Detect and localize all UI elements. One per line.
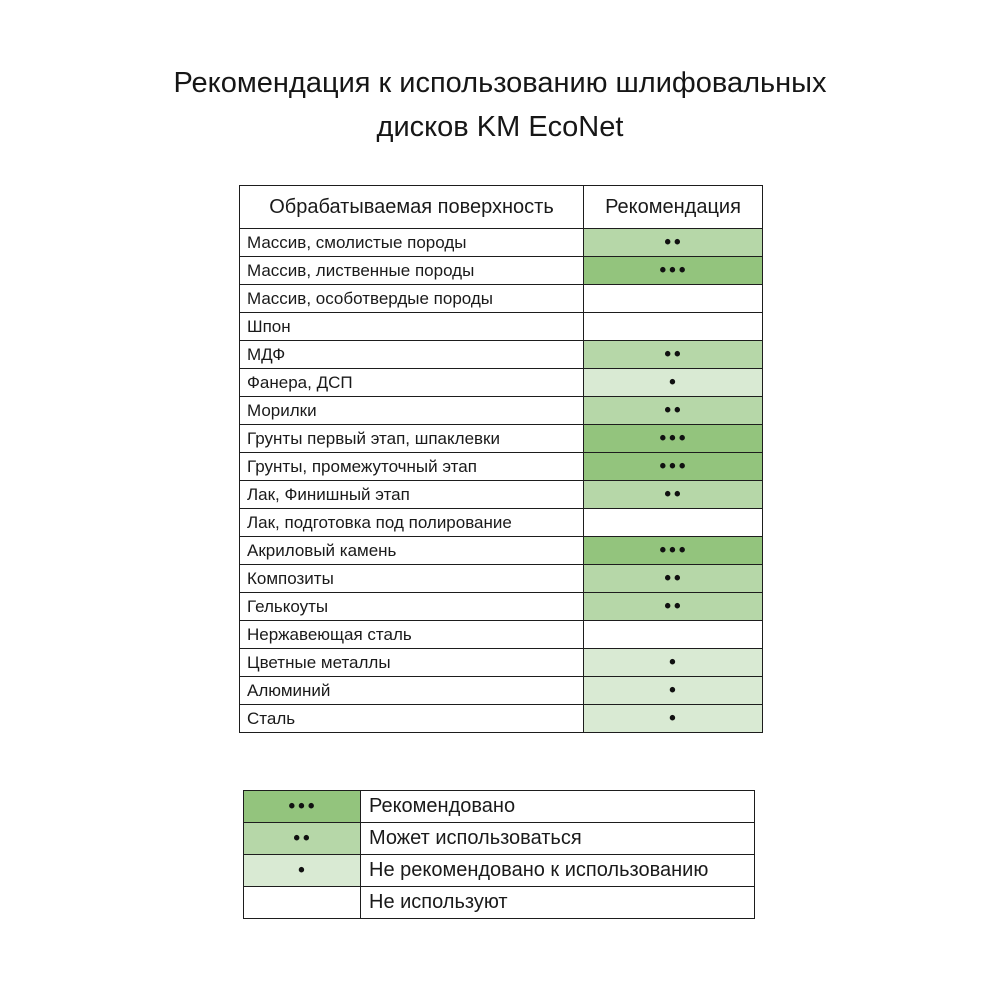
table-row (240, 425, 763, 453)
recommendation-cell: •• (584, 397, 763, 425)
surface-cell: Акриловый камень (240, 537, 584, 565)
table-row (240, 341, 763, 369)
table-row (240, 369, 763, 397)
recommendation-cell (584, 621, 763, 649)
recommendation-cell: • (584, 677, 763, 705)
table-row (240, 649, 763, 677)
recommendation-cell (584, 313, 763, 341)
recommendation-cell: •• (584, 565, 763, 593)
legend-row (244, 791, 755, 823)
recommendation-cell: • (584, 705, 763, 733)
surface-cell: Фанера, ДСП (240, 369, 584, 397)
table-row (240, 481, 763, 509)
table-row (240, 537, 763, 565)
recommendation-cell: ••• (584, 453, 763, 481)
legend-label: Может использоваться (361, 823, 755, 855)
table-row (240, 677, 763, 705)
recommendation-cell: • (584, 649, 763, 677)
surface-cell: Сталь (240, 705, 584, 733)
table-header-row (240, 186, 763, 229)
recommendation-cell: •• (584, 481, 763, 509)
surface-cell: Морилки (240, 397, 584, 425)
recommendation-cell: ••• (584, 537, 763, 565)
surface-cell: МДФ (240, 341, 584, 369)
surface-cell: Грунты первый этап, шпаклевки (240, 425, 584, 453)
surface-cell: Цветные металлы (240, 649, 584, 677)
page-title-line2: дисков KM EcoNet (376, 110, 624, 143)
legend-table (243, 790, 755, 919)
table-row (240, 565, 763, 593)
legend-row (244, 887, 755, 919)
recommendation-cell: •• (584, 593, 763, 621)
legend-row (244, 823, 755, 855)
table-row (240, 453, 763, 481)
table-row (240, 229, 763, 257)
page-title-line1: Рекомендация к использованию шлифовальных (173, 67, 827, 99)
surface-cell: Композиты (240, 565, 584, 593)
legend-swatch: • (244, 855, 361, 887)
legend-swatch (244, 887, 361, 919)
recommendation-cell (584, 285, 763, 313)
surface-cell: Лак, Финишный этап (240, 481, 584, 509)
surface-cell: Грунты, промежуточный этап (240, 453, 584, 481)
surface-cell: Алюминий (240, 677, 584, 705)
legend-label: Рекомендовано (361, 791, 755, 823)
surface-cell: Гелькоуты (240, 593, 584, 621)
table-row (240, 285, 763, 313)
recommendation-cell: • (584, 369, 763, 397)
table-row (240, 705, 763, 733)
recommendation-cell: ••• (584, 425, 763, 453)
legend-row (244, 855, 755, 887)
recommendation-column-header: Рекомендация (584, 186, 763, 229)
recommendation-cell: •• (584, 229, 763, 257)
surface-column-header: Обрабатываемая поверхность (240, 186, 584, 229)
table-row (240, 509, 763, 537)
page-title (110, 62, 890, 149)
table-row (240, 397, 763, 425)
recommendation-table (239, 185, 763, 733)
recommendation-cell: ••• (584, 257, 763, 285)
legend-label: Не используют (361, 887, 755, 919)
surface-cell: Массив, лиственные породы (240, 257, 584, 285)
legend-label: Не рекомендовано к использованию (361, 855, 755, 887)
table-row (240, 257, 763, 285)
legend-swatch: ••• (244, 791, 361, 823)
table-row (240, 313, 763, 341)
surface-cell: Массив, смолистые породы (240, 229, 584, 257)
recommendation-cell (584, 509, 763, 537)
surface-cell: Нержавеющая сталь (240, 621, 584, 649)
legend-swatch: •• (244, 823, 361, 855)
surface-cell: Шпон (240, 313, 584, 341)
table-row (240, 593, 763, 621)
recommendation-cell: •• (584, 341, 763, 369)
surface-cell: Лак, подготовка под полирование (240, 509, 584, 537)
surface-cell: Массив, особотвердые породы (240, 285, 584, 313)
table-row (240, 621, 763, 649)
